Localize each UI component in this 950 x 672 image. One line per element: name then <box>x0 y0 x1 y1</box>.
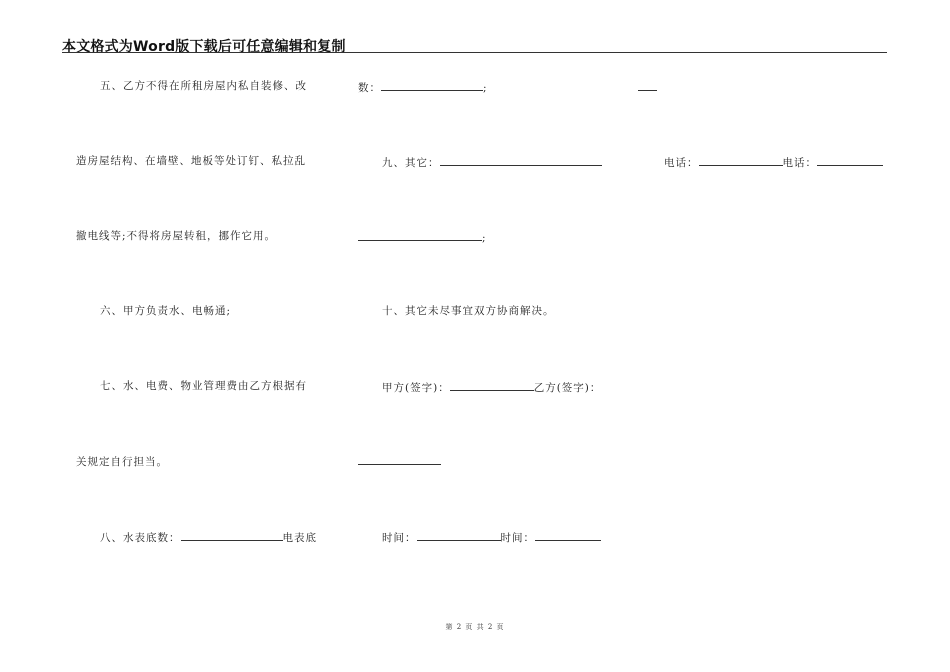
clause-9-blank <box>440 154 602 166</box>
meter-reading-line <box>358 79 488 95</box>
clause-9-continuation <box>358 229 487 245</box>
water-meter-blank <box>181 529 283 541</box>
page-number-footer: 第 2 页 共 2 页 <box>445 623 505 631</box>
date-label-a: 时间： <box>382 532 417 544</box>
clause-5-line-3: 撤电线等;不得将房屋转租，挪作它用。 <box>76 230 277 242</box>
party-a-signature-label: 甲方(签字)： <box>382 382 450 394</box>
phone-label-b: 电话： <box>782 157 817 169</box>
date-blank-a <box>417 529 501 541</box>
date-label-b: 时间： <box>500 532 535 544</box>
electric-meter-label: 电表底 <box>282 532 317 544</box>
clause-7-line-2: 关规定自行担当。 <box>76 456 168 468</box>
party-b-signature-label: 乙方(签字)： <box>533 382 602 394</box>
header-divider <box>62 52 887 53</box>
phone-label-a: 电话： <box>664 157 699 169</box>
phone-blank-b <box>817 154 883 166</box>
clause-9-other <box>382 154 602 170</box>
meter-reading-blank <box>381 79 483 91</box>
date-line <box>382 529 601 545</box>
short-blank-line <box>638 90 657 91</box>
party-a-signature-blank <box>450 379 534 391</box>
clause-5-line-2: 造房屋结构、在墙壁、地板等处订钉、私拉乱 <box>76 155 306 167</box>
clause-9-continuation-blank <box>358 229 482 241</box>
date-blank-b <box>535 529 601 541</box>
phone-blank-a <box>699 154 783 166</box>
clause-8-water-meter <box>100 529 317 545</box>
clause-7-line-1: 七、水、电费、物业管理费由乙方根据有 <box>100 380 307 392</box>
meter-reading-semicolon: ; <box>483 82 488 94</box>
clause-6: 六、甲方负责水、电畅通; <box>100 305 232 317</box>
clause-9-label: 九、其它： <box>382 157 440 169</box>
clause-9-semicolon: ; <box>482 232 487 244</box>
signature-line <box>382 379 601 395</box>
clause-5-line-1: 五、乙方不得在所租房屋内私自装修、改 <box>100 80 307 92</box>
document-header-title: 本文格式为Word版下载后可任意编辑和复制 <box>62 39 346 55</box>
phone-fields <box>664 154 883 170</box>
party-b-signature-blank <box>358 464 441 465</box>
water-meter-label: 八、水表底数： <box>100 532 181 544</box>
clause-10: 十、其它未尽事宜双方协商解决。 <box>382 305 555 317</box>
meter-reading-label: 数： <box>358 82 381 94</box>
